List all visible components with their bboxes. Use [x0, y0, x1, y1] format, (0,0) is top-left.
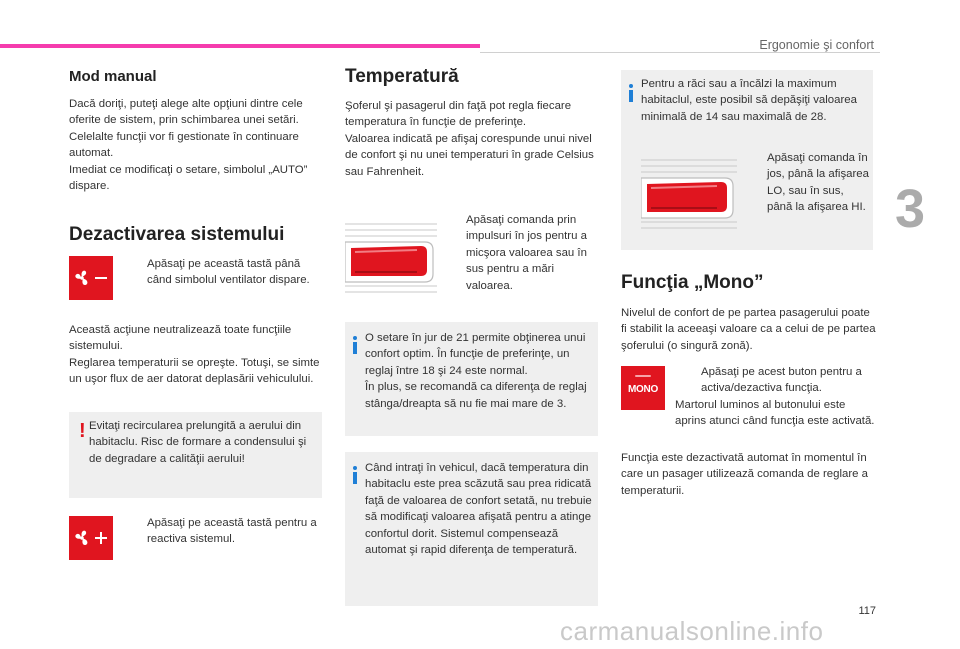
- watermark: carmanualsonline.info: [560, 616, 824, 646]
- warning-icon: !: [79, 420, 86, 442]
- info-box-lo-hi: Pentru a răci sau a încălzi la maximum habitaclul, este posibil să depăşiţi valoarea minimală de 14 sau maximală de 28. Apăsaţi comanda în jos, până la afişarea LO, sau în sus, până la afişarea HI.: [621, 70, 873, 250]
- info-icon: [629, 84, 633, 102]
- mono-indicator-note: Martorul luminos al butonului este aprins atunci când funcţia este activată.: [675, 399, 875, 428]
- temperature-control-illustration: [345, 216, 437, 296]
- bullet-fan-off: Apăsaţi pe această tastă până când simbolul ventilator dispare.: [147, 258, 310, 287]
- info-icon: [353, 336, 357, 354]
- bullet-lo-hi: Apăsaţi comanda în jos, până la afişarea LO, sau în sus, până la afişarea HI.: [767, 152, 869, 214]
- system-off-title: Dezactivarea sistemului: [69, 224, 285, 245]
- temperature-control-illustration: [641, 154, 737, 234]
- info-box-compensation: Când intraţi în vehicul, dacă temperatura din habitaclu este prea scăzută sau prea ridicată faţă de valoarea de confort setată, nu trebuie să modificaţi valoarea afişată pentru a atinge confortul dorit. Sistemul compensează automat şi rapid diferenţa de temperatură.: [345, 452, 598, 606]
- warning-box: ! Evitaţi recircularea prelungită a aerului din habitaclu. Risc de formare a condensului şi de degradare a calităţii aerului!: [69, 412, 322, 498]
- mono-button-label: MONO: [628, 384, 658, 395]
- temperature-title: Temperatură: [345, 66, 459, 87]
- mono-title: Funcţia „Mono”: [621, 272, 764, 293]
- system-off-body: Această acţiune neutralizează toate funcţiile sistemului. Reglarea temperaturii se opreşte. Totuşi, se simte un uşor flux de aer datorat deplasării vehiculului.: [69, 324, 320, 386]
- mono-button[interactable]: [621, 366, 665, 410]
- temperature-body: Şoferul şi pasagerul din faţă pot regla fiecare temperatura în funcţie de preferinţe. Valoarea indicată pe afişaj corespunde unui nivel de confort şi nu unei temperaturi în grade Celsius sau Fahrenheit.: [345, 100, 594, 178]
- section-title: Ergonomie şi confort: [759, 38, 874, 52]
- manual-mode-body: Dacă doriţi, puteţi alege alte opţiuni dintre cele oferite de sistem, prin schimbarea unei setări. Celelalte funcţii vor fi gestionate în continuare automat. Imediat ce modificaţi o setare, simbolul „AUTO” dispare.: [69, 98, 308, 193]
- info-icon: [353, 466, 357, 484]
- minus-icon: [95, 277, 107, 279]
- mono-body-2: Funcţia este dezactivată automat în momentul în care un pasager utilizează comanda de reglare a temperaturii.: [621, 452, 868, 497]
- fan-off-button[interactable]: [69, 256, 113, 300]
- indicator-light-icon: [635, 375, 651, 377]
- bullet-temperature: Apăsaţi comanda prin impulsuri în jos pentru a micşora valoarea sau în sus pentru a mări valoarea.: [466, 214, 587, 292]
- page-number: 117: [858, 605, 876, 617]
- header-divider: [480, 52, 880, 53]
- info-box-comfort: O setare în jur de 21 permite obţinerea unui confort optim. În funcţie de preferinţe, un reglaj între 18 şi 24 este normal. În plus, se recomandă ca diferenţa de reglaj stânga/dreapta să nu fie mai mare de 3.: [345, 322, 598, 436]
- fan-on-button[interactable]: [69, 516, 113, 560]
- chapter-number: 3: [895, 179, 926, 239]
- bullet-mono: Apăsaţi pe acest buton pentru a activa/dezactiva funcţia.: [701, 366, 862, 395]
- header-accent-bar: [0, 44, 480, 48]
- mono-body: Nivelul de confort de pe partea pasagerului poate fi stabilit la aceeaşi valoare ca a celui de pe partea şoferului (o singură zonă).: [621, 307, 876, 352]
- bullet-fan-on: Apăsaţi pe această tastă pentru a reactiva sistemul.: [147, 517, 317, 546]
- manual-mode-title: Mod manual: [69, 68, 157, 85]
